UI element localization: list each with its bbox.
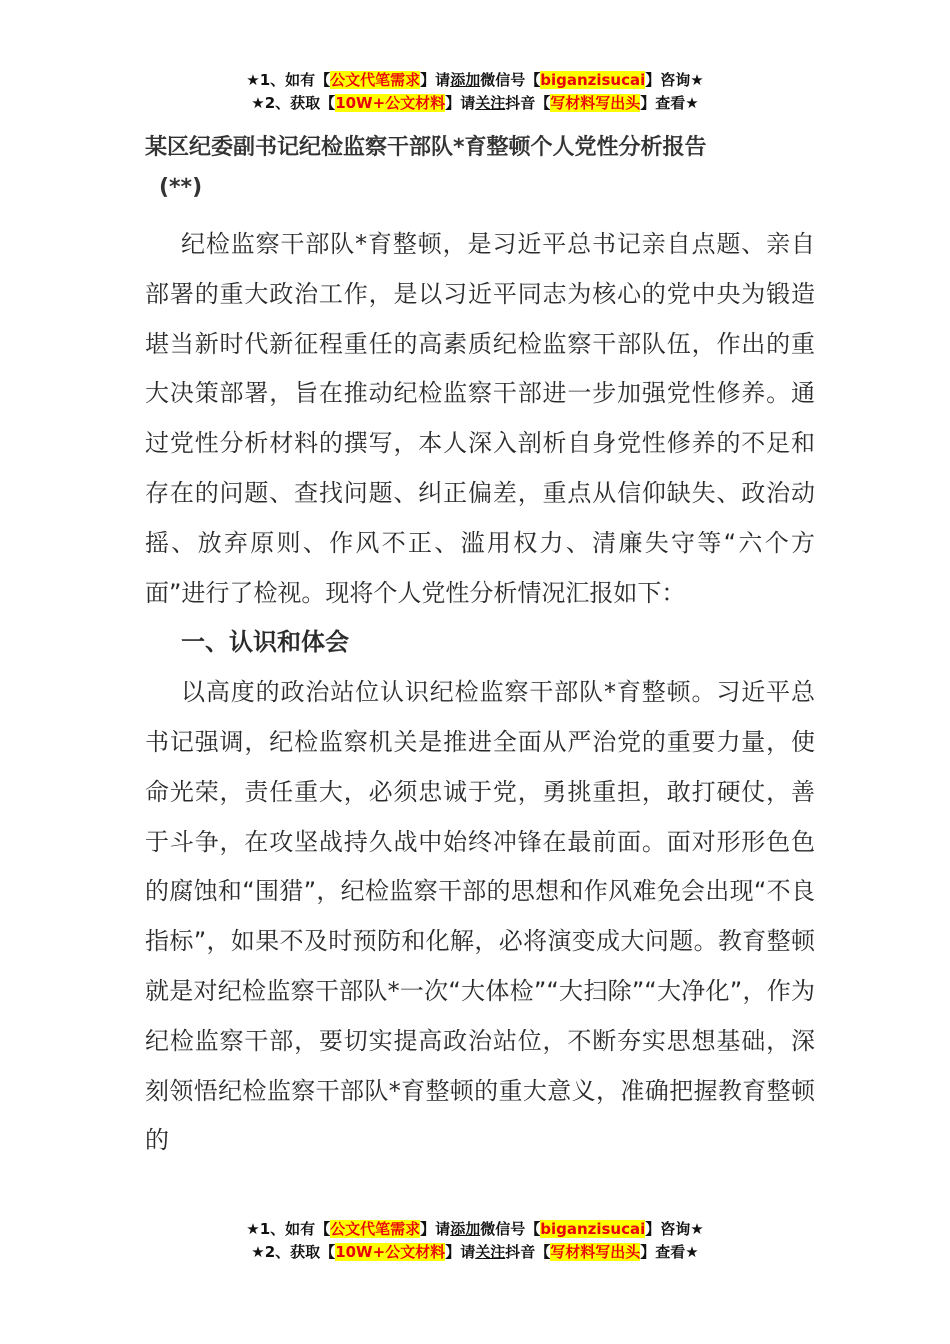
header-banner [0,69,950,115]
title-subtitle: (**) [159,175,203,200]
footer-banner [0,1218,950,1264]
section-heading-1: 一、认识和体会 [181,628,349,657]
highlight-materials: 10W+公文材料 [335,94,446,112]
douyin-account: 写材料写出头 [550,1243,641,1261]
highlight-service: 公文代笔需求 [330,1220,421,1238]
douyin-account: 写材料写出头 [550,94,641,112]
document-body [145,220,815,1166]
banner-line-1: ★1、如有【公文代笔需求】请添加微信号【biganzisucai】咨询★ [246,71,704,89]
wechat-id: biganzisucai [540,71,646,89]
wechat-id: biganzisucai [540,1220,646,1238]
paragraph-intro: 纪检监察干部队*育整顿，是习近平总书记亲自点题、亲自部署的重大政治工作，是以习近平同志为核心的党中央为锻造堪当新时代新征程重任的高素质纪检监察干部队伍，作出的重大决策部署，旨在推动纪检监察干部进一步加强党性修养。通过党性分析材料的撰写，本人深入剖析自身党性修养的不足和存在的问题、查找问题、纠正偏差，重点从信仰缺失、政治动摇、放弃原则、作风不正、滥用权力、清廉失守等“六个方面”进行了检视。现将个人党性分析情况汇报如下： [145,230,815,607]
document-title [145,128,825,208]
banner-line-1: ★1、如有【公文代笔需求】请添加微信号【biganzisucai】咨询★ [246,1220,704,1238]
paragraph-section-1: 以高度的政治站位认识纪检监察干部队*育整顿。习近平总书记强调，纪检监察机关是推进全面从严治党的重要力量，使命光荣，责任重大，必须忠诚于党，勇挑重担，敢打硬仗，善于斗争，在攻坚战持久战中始终冲锋在最前面。面对形形色色的腐蚀和“围猎”，纪检监察干部的思想和作风难免会出现“不良指标”，如果不及时预防和化解，必将演变成大问题。教育整顿就是对纪检监察干部队*一次“大体检”“大扫除”“大净化”，作为纪检监察干部，要切实提高政治站位，不断夯实思想基础，深刻领悟纪检监察干部队*育整顿的重大意义，准确把握教育整顿的 [145,678,815,1155]
highlight-service: 公文代笔需求 [330,71,421,89]
title-text: 某区纪委副书记纪检监察干部队*育整顿个人党性分析报告 [145,135,707,160]
banner-line-2: ★2、获取【10W+公文材料】请关注抖音【写材料写出头】查看★ [251,1243,699,1261]
banner-line-2: ★2、获取【10W+公文材料】请关注抖音【写材料写出头】查看★ [251,94,699,112]
highlight-materials: 10W+公文材料 [335,1243,446,1261]
